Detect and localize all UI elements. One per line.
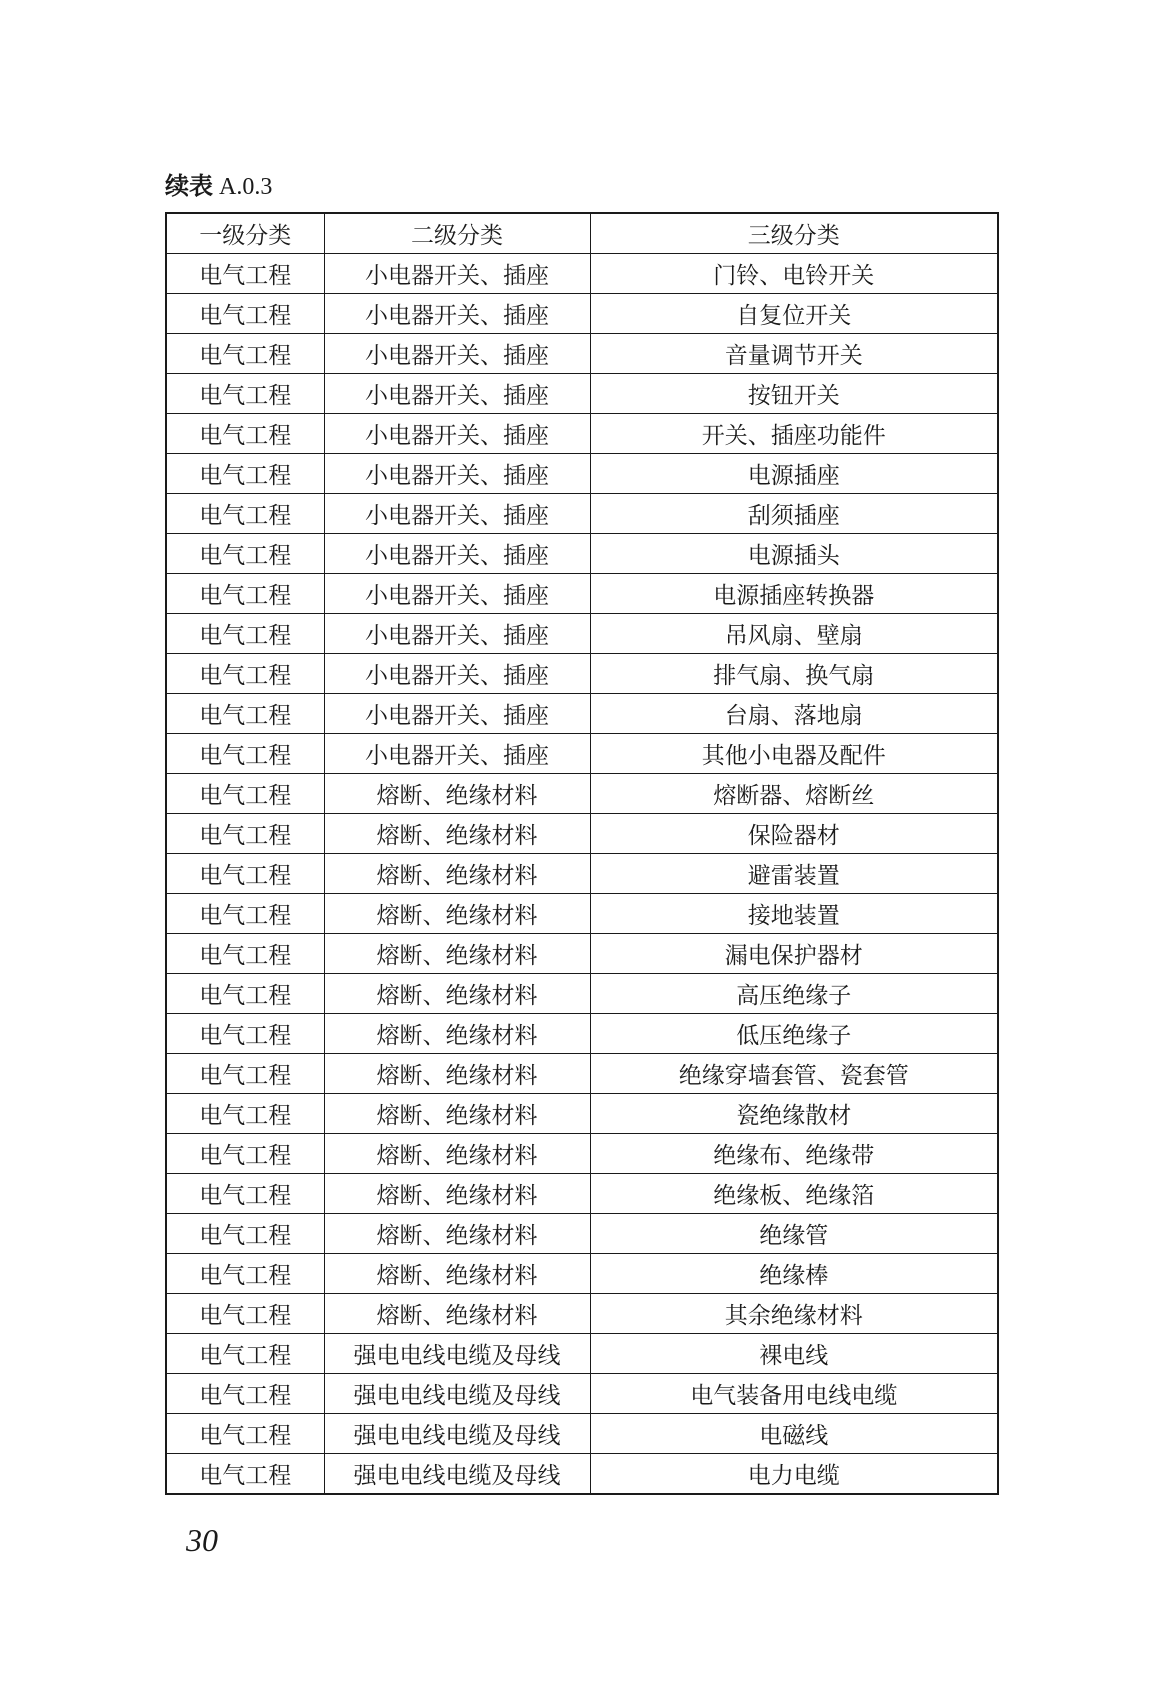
- cell-level-1: 电气工程: [166, 1374, 324, 1414]
- cell-level-2: 熔断、绝缘材料: [324, 1174, 590, 1214]
- cell-level-2: 小电器开关、插座: [324, 734, 590, 774]
- cell-level-2: 小电器开关、插座: [324, 694, 590, 734]
- cell-level-1: 电气工程: [166, 1254, 324, 1294]
- table-row: [166, 734, 998, 774]
- cell-level-3: 避雷装置: [590, 854, 998, 894]
- cell-level-3: 吊风扇、壁扇: [590, 614, 998, 654]
- cell-level-3: 电源插头: [590, 534, 998, 574]
- table-row: [166, 974, 998, 1014]
- cell-level-3: 门铃、电铃开关: [590, 254, 998, 294]
- table-row: [166, 854, 998, 894]
- cell-level-1: 电气工程: [166, 1134, 324, 1174]
- cell-level-3: 音量调节开关: [590, 334, 998, 374]
- cell-level-3: 电磁线: [590, 1414, 998, 1454]
- cell-level-2: 熔断、绝缘材料: [324, 1294, 590, 1334]
- table-row: [166, 1094, 998, 1134]
- cell-level-2: 小电器开关、插座: [324, 654, 590, 694]
- cell-level-2: 小电器开关、插座: [324, 454, 590, 494]
- table-caption-label: 续表: [165, 172, 213, 200]
- cell-level-3: 高压绝缘子: [590, 974, 998, 1014]
- cell-level-2: 强电电线电缆及母线: [324, 1454, 590, 1495]
- classification-table: [165, 212, 999, 1495]
- cell-level-1: 电气工程: [166, 1214, 324, 1254]
- cell-level-3: 绝缘布、绝缘带: [590, 1134, 998, 1174]
- table-row: [166, 774, 998, 814]
- cell-level-2: 熔断、绝缘材料: [324, 1054, 590, 1094]
- cell-level-3: 自复位开关: [590, 294, 998, 334]
- cell-level-3: 保险器材: [590, 814, 998, 854]
- cell-level-1: 电气工程: [166, 574, 324, 614]
- cell-level-2: 熔断、绝缘材料: [324, 1094, 590, 1134]
- cell-level-3: 接地装置: [590, 894, 998, 934]
- cell-level-1: 电气工程: [166, 454, 324, 494]
- table-row: [166, 694, 998, 734]
- table-row: [166, 1054, 998, 1094]
- cell-level-1: 电气工程: [166, 894, 324, 934]
- table-row: [166, 294, 998, 334]
- cell-level-2: 强电电线电缆及母线: [324, 1374, 590, 1414]
- cell-level-1: 电气工程: [166, 414, 324, 454]
- table-row: [166, 1294, 998, 1334]
- table-row: [166, 254, 998, 294]
- table-row: [166, 814, 998, 854]
- table-caption-number: A.0.3: [219, 174, 273, 200]
- cell-level-3: 电气装备用电线电缆: [590, 1374, 998, 1414]
- cell-level-2: 小电器开关、插座: [324, 254, 590, 294]
- table-body: [166, 254, 998, 1495]
- table-row: [166, 1454, 998, 1495]
- cell-level-3: 按钮开关: [590, 374, 998, 414]
- cell-level-3: 排气扇、换气扇: [590, 654, 998, 694]
- cell-level-2: 小电器开关、插座: [324, 294, 590, 334]
- cell-level-2: 熔断、绝缘材料: [324, 1014, 590, 1054]
- cell-level-3: 绝缘板、绝缘箔: [590, 1174, 998, 1214]
- cell-level-3: 裸电线: [590, 1334, 998, 1374]
- table-row: [166, 1254, 998, 1294]
- cell-level-2: 熔断、绝缘材料: [324, 774, 590, 814]
- table-row: [166, 494, 998, 534]
- header-level-1: 一级分类: [166, 213, 324, 254]
- cell-level-3: 电力电缆: [590, 1454, 998, 1495]
- cell-level-3: 绝缘棒: [590, 1254, 998, 1294]
- table-row: [166, 1414, 998, 1454]
- table-header-row: [166, 213, 998, 254]
- cell-level-1: 电气工程: [166, 654, 324, 694]
- cell-level-2: 小电器开关、插座: [324, 534, 590, 574]
- cell-level-3: 其余绝缘材料: [590, 1294, 998, 1334]
- table-row: [166, 1174, 998, 1214]
- cell-level-3: 其他小电器及配件: [590, 734, 998, 774]
- cell-level-1: 电气工程: [166, 294, 324, 334]
- table-row: [166, 1214, 998, 1254]
- table-row: [166, 894, 998, 934]
- cell-level-2: 强电电线电缆及母线: [324, 1414, 590, 1454]
- cell-level-2: 熔断、绝缘材料: [324, 1134, 590, 1174]
- cell-level-1: 电气工程: [166, 854, 324, 894]
- cell-level-3: 瓷绝缘散材: [590, 1094, 998, 1134]
- cell-level-2: 熔断、绝缘材料: [324, 974, 590, 1014]
- cell-level-3: 漏电保护器材: [590, 934, 998, 974]
- cell-level-1: 电气工程: [166, 334, 324, 374]
- cell-level-1: 电气工程: [166, 374, 324, 414]
- header-level-3: 三级分类: [590, 213, 998, 254]
- table-row: [166, 534, 998, 574]
- table-row: [166, 654, 998, 694]
- cell-level-1: 电气工程: [166, 694, 324, 734]
- table-row: [166, 374, 998, 414]
- table-row: [166, 454, 998, 494]
- cell-level-1: 电气工程: [166, 974, 324, 1014]
- cell-level-2: 熔断、绝缘材料: [324, 854, 590, 894]
- table-row: [166, 1014, 998, 1054]
- cell-level-1: 电气工程: [166, 1174, 324, 1214]
- cell-level-2: 小电器开关、插座: [324, 494, 590, 534]
- table-row: [166, 1334, 998, 1374]
- cell-level-2: 熔断、绝缘材料: [324, 894, 590, 934]
- cell-level-1: 电气工程: [166, 494, 324, 534]
- table-row: [166, 1134, 998, 1174]
- cell-level-1: 电气工程: [166, 254, 324, 294]
- cell-level-1: 电气工程: [166, 1094, 324, 1134]
- cell-level-3: 熔断器、熔断丝: [590, 774, 998, 814]
- cell-level-1: 电气工程: [166, 774, 324, 814]
- cell-level-2: 熔断、绝缘材料: [324, 1254, 590, 1294]
- table-row: [166, 1374, 998, 1414]
- table-row: [166, 414, 998, 454]
- cell-level-2: 小电器开关、插座: [324, 374, 590, 414]
- cell-level-3: 绝缘管: [590, 1214, 998, 1254]
- cell-level-1: 电气工程: [166, 934, 324, 974]
- cell-level-2: 熔断、绝缘材料: [324, 934, 590, 974]
- cell-level-1: 电气工程: [166, 1334, 324, 1374]
- cell-level-2: 小电器开关、插座: [324, 334, 590, 374]
- cell-level-1: 电气工程: [166, 814, 324, 854]
- header-level-2: 二级分类: [324, 213, 590, 254]
- cell-level-1: 电气工程: [166, 534, 324, 574]
- page-number: 30: [186, 1522, 218, 1558]
- table-row: [166, 934, 998, 974]
- cell-level-1: 电气工程: [166, 1414, 324, 1454]
- cell-level-2: 小电器开关、插座: [324, 614, 590, 654]
- cell-level-3: 电源插座转换器: [590, 574, 998, 614]
- table-row: [166, 334, 998, 374]
- cell-level-3: 绝缘穿墙套管、瓷套管: [590, 1054, 998, 1094]
- cell-level-3: 刮须插座: [590, 494, 998, 534]
- cell-level-3: 电源插座: [590, 454, 998, 494]
- cell-level-2: 熔断、绝缘材料: [324, 814, 590, 854]
- cell-level-2: 强电电线电缆及母线: [324, 1334, 590, 1374]
- cell-level-2: 小电器开关、插座: [324, 574, 590, 614]
- cell-level-3: 开关、插座功能件: [590, 414, 998, 454]
- cell-level-2: 小电器开关、插座: [324, 414, 590, 454]
- table-caption: [165, 170, 272, 203]
- cell-level-3: 台扇、落地扇: [590, 694, 998, 734]
- cell-level-1: 电气工程: [166, 1454, 324, 1495]
- table-row: [166, 574, 998, 614]
- cell-level-1: 电气工程: [166, 734, 324, 774]
- cell-level-1: 电气工程: [166, 1014, 324, 1054]
- table-row: [166, 614, 998, 654]
- cell-level-3: 低压绝缘子: [590, 1014, 998, 1054]
- cell-level-1: 电气工程: [166, 614, 324, 654]
- cell-level-2: 熔断、绝缘材料: [324, 1214, 590, 1254]
- cell-level-1: 电气工程: [166, 1054, 324, 1094]
- cell-level-1: 电气工程: [166, 1294, 324, 1334]
